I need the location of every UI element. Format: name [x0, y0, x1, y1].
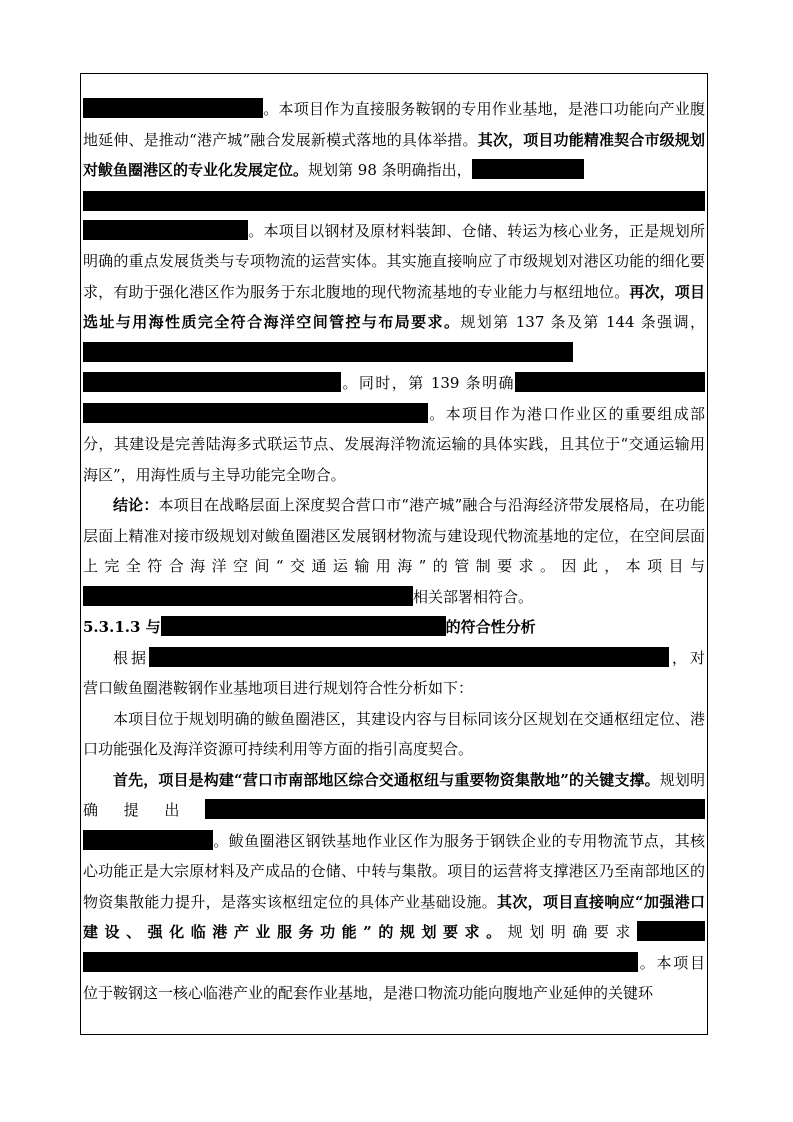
redaction-block: [83, 372, 341, 392]
redaction-block: [83, 403, 428, 423]
document-frame: [80, 73, 708, 1035]
paragraph-text: 。本项目位于鞍钢这一核心临港产业的配套作业基地，是港口物流功能向腹地产业延伸的关键环: [83, 953, 705, 1002]
redaction-block: [205, 799, 705, 819]
document-body: [83, 94, 705, 1009]
redaction-block: [83, 342, 573, 362]
paragraph-text: 规划第 98 条明确指出，: [308, 161, 472, 179]
paragraph-text: 。本项目作为港口作业区的重要组成部分，其建设是完善陆海多式联运节点、发展海洋物流运输的具体实践，且其位于“交通运输用海区”，用海性质与主导功能完全吻合。: [83, 404, 705, 484]
paragraph-2: [83, 643, 705, 704]
paragraph-text: 根据: [113, 648, 149, 667]
paragraph-text: 。同时，第 139 条明确: [341, 374, 515, 392]
redaction-block: [161, 616, 446, 636]
paragraph-text: 规划明确提出: [83, 770, 705, 819]
paragraph-text: 规划明确要求: [507, 923, 637, 941]
redaction-block: [83, 830, 213, 850]
paragraph-text: 。鲅鱼圈港区钢铁基地作业区作为服务于钢铁企业的专用物流节点，其核心功能正是大宗原材料及产成品的仓储、中转与集散。项目的运营将支撑港区乃至南部地区的物资集散能力提升，是落实该枢纽定位的具体产业基础设施。: [83, 831, 705, 911]
redaction-block: [83, 952, 638, 972]
paragraph-text: ，对营口鲅鱼圈港鞍钢作业基地项目进行规划符合性分析如下：: [83, 648, 705, 697]
redaction-block: [83, 191, 705, 211]
section-number: 5.3.1.3 与: [83, 618, 161, 636]
bold-text: 其次，项目功能精准契合市级规划对鲅鱼圈港区的专业化发展定位。: [83, 130, 705, 179]
section-title-suffix: 的符合性分析: [445, 618, 536, 636]
redaction-block: [149, 647, 669, 667]
redaction-block: [515, 372, 705, 392]
paragraph-text: 。本项目以钢材及原材料装卸、仓储、转运为核心业务，正是规划所明确的重点发展货类与专项物流的运营实体。其实施直接响应了市级规划对港区功能的细化要求，有助于强化港区作为服务于东北腹地的现代物流基地的专业能力与枢纽地位。: [83, 221, 705, 301]
paragraph-text: 规划第 137 条及第 144 条强调，: [460, 313, 705, 331]
paragraph-3: 本项目位于规划明确的鲅鱼圈港区，其建设内容与目标同该分区规划在交通枢纽定位、港口功能强化及海洋资源可持续利用等方面的指引高度契合。: [83, 709, 705, 758]
conclusion-paragraph: [83, 490, 705, 612]
paragraph-text: 相关部署相符合。: [413, 587, 534, 606]
bold-text: 首先，项目是构建“营口市南部地区综合交通枢纽与重要物资集散地”的关键支撑。: [113, 770, 660, 789]
redaction-block: [637, 921, 705, 941]
conclusion-label: 结论：: [113, 496, 159, 514]
paragraph-4: [83, 765, 705, 1009]
paragraph-text: 本项目在战略层面上深度契合营口市“港产城”融合与沿海经济带发展格局，在功能层面上精准对接市级规划对鲅鱼圈港区发展钢材物流与建设现代物流基地的定位，在空间层面上完全符合海洋空间“交通运输用海”的管制要求。因此，本项目与: [83, 496, 705, 575]
redaction-block: [83, 220, 248, 240]
paragraph-1: [83, 94, 705, 490]
section-heading: [83, 612, 705, 643]
redaction-block: [83, 98, 263, 118]
bold-text: 其次，项目直接响应“加强港口建设、强化临港产业服务功能”的规划要求。: [83, 892, 705, 941]
redaction-block: [472, 159, 584, 179]
bold-text: 再次，项目选址与用海性质完全符合海洋空间管控与布局要求。: [83, 282, 705, 331]
redaction-block: [83, 586, 413, 606]
paragraph-text: 。本项目作为直接服务鞍钢的专用作业基地，是港口功能向产业腹地延伸、是推动“港产城”融合发展新模式落地的具体举措。: [83, 100, 705, 149]
